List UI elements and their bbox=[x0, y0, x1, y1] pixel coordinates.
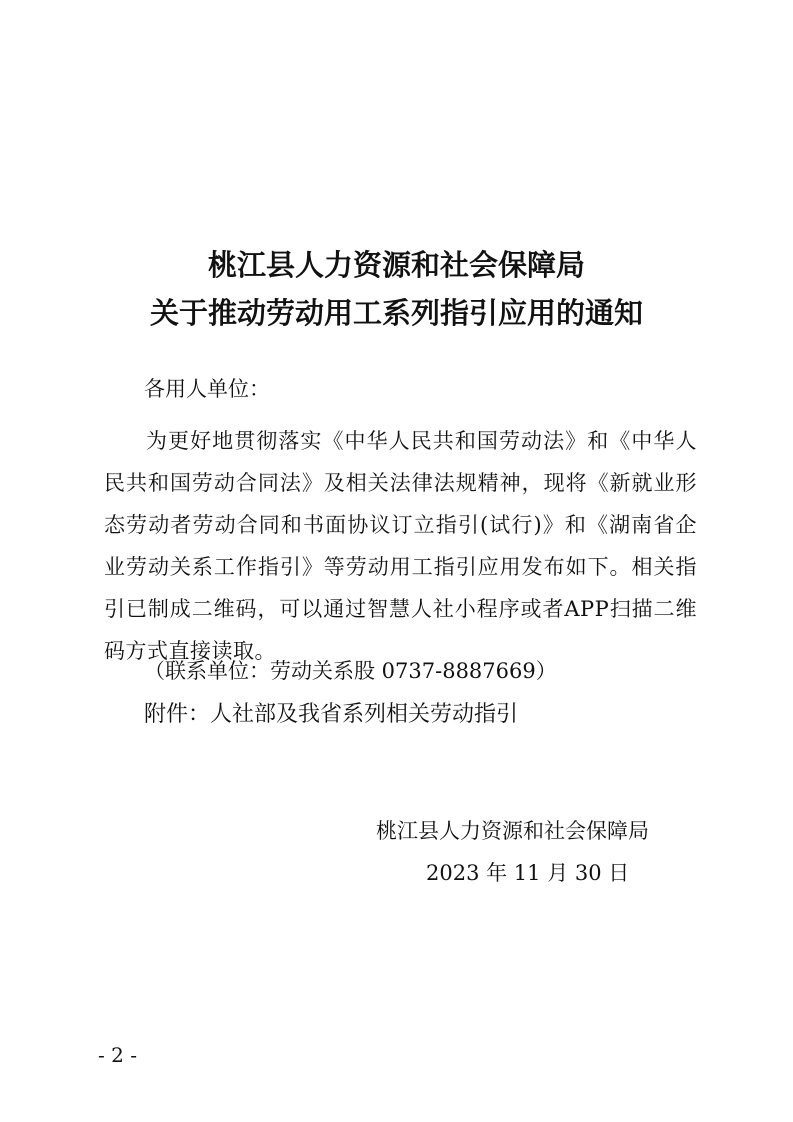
issue-date: 2023 年 11 月 30 日 bbox=[426, 861, 630, 885]
attachment-line: 附件：人社部及我省系列相关劳动指引 bbox=[144, 702, 519, 727]
contact-info: （联系单位：劳动关系股 0737-8887669） bbox=[144, 659, 557, 683]
page-number: - 2 - bbox=[98, 1043, 137, 1067]
body-paragraph: 为更好地贯彻落实《中华人民共和国劳动法》和《中华人民共和国劳动合同法》及相关法律法规精神，现将《新就业形态劳动者劳动合同和书面协议订立指引(试行)》和《湖南省企业劳动关系工作指引》等劳动用工指引应用发布如下。相关指引已制成二维码，可以通过智慧人社小程序或者APP扫描二维码方式直接读取。 bbox=[104, 429, 697, 663]
salutation: 各用人单位： bbox=[144, 377, 270, 401]
document-title-line-2: 关于推动劳动用工系列指引应用的通知 bbox=[149, 296, 643, 330]
signer-organization: 桃江县人力资源和社会保障局 bbox=[376, 819, 649, 843]
document-title-line-1: 桃江县人力资源和社会保障局 bbox=[207, 248, 585, 282]
